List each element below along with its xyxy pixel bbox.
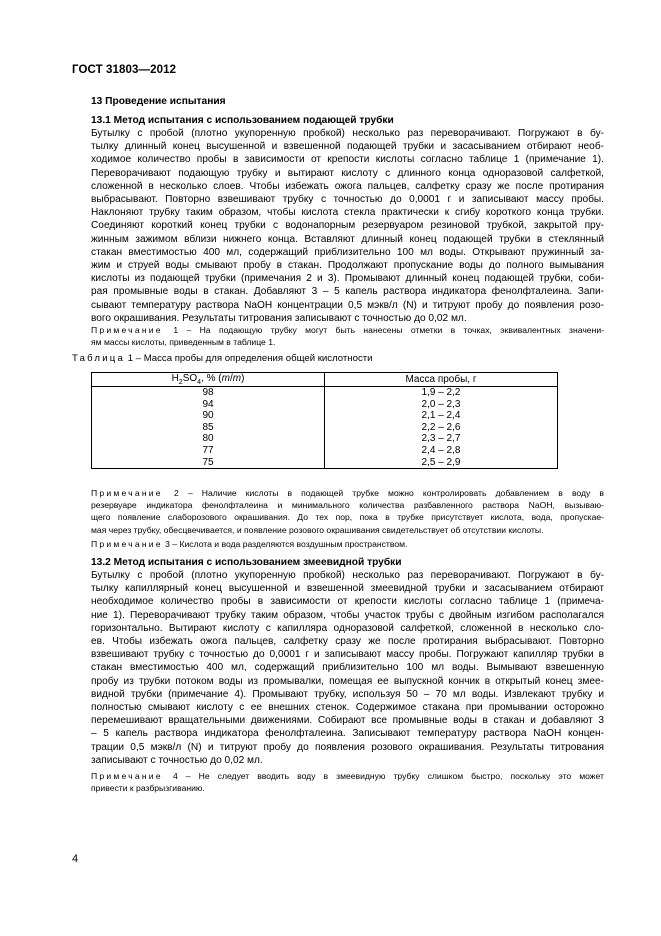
note-label: Примечание bbox=[91, 771, 173, 781]
note-line: щего появление слаборозового окрашивания. До тех пор, пока в трубке присутствует кислота, вода, пропускае- bbox=[91, 512, 604, 523]
text-line: ходимое количество пробы в зависимости от крепости кислоты согласно таблице 1 (примечание 1). bbox=[91, 154, 604, 166]
text-line: ев. Чтобы избежать ожога пальцев, салфетку сразу же после протирания выбрасывают. Повторно bbox=[91, 636, 604, 648]
note-2 bbox=[91, 487, 604, 536]
table-row bbox=[92, 422, 558, 434]
text-line: сложенной в несколько слоев. Чтобы избежать ожога пальцев, салфетку сразу же после протирания bbox=[91, 180, 604, 192]
document-header: ГОСТ 31803—2012 bbox=[72, 64, 177, 76]
note-line: резервуаре индикатора фенолфталеина и минимального количества разбавленного раствора NaOH, вызываю- bbox=[91, 500, 604, 511]
section-13-2-title: 13.2 Метод испытания с использованием змеевидной трубки bbox=[91, 557, 402, 568]
text-line: – 5 капель раствора индикатора фенолфталеина. Записывают температуру раствора NaOH концен- bbox=[91, 728, 604, 740]
text-line: Соединяют короткий конец трубки с водонапорным резервуаром резиновой трубкой, закрытой пру- bbox=[91, 220, 604, 232]
acid-percent-cell: 98 bbox=[92, 387, 325, 399]
sample-mass-cell: 1,9 – 2,2 bbox=[325, 387, 558, 399]
table-caption-label: Таблица bbox=[72, 353, 126, 364]
sample-mass-cell: 2,4 – 2,8 bbox=[325, 445, 558, 457]
sample-mass-cell: 2,1 – 2,4 bbox=[325, 410, 558, 422]
text-line: горизонтально. Вытирают кислоту с капилляра одноразовой салфеткой, сложенной в несколько сло- bbox=[91, 622, 604, 634]
text-line: Бутылку с пробой (плотно укупоренную пробкой) несколько раз переворачивают. Погружают в бу- bbox=[91, 570, 604, 581]
text-line: рая промывные воды в стакан. Добавляют 3 – 5 капель раствора индикатора фенолфталеина. Запи- bbox=[91, 286, 604, 298]
text-line: вого окрашивания. Результаты титрования записывают с точностью до 0,02 мл. bbox=[91, 312, 467, 324]
table-row bbox=[92, 399, 558, 411]
table-row bbox=[92, 410, 558, 422]
table-caption-text: 1 – Масса пробы для определения общей кислотности bbox=[127, 353, 373, 364]
acid-percent-cell: 80 bbox=[92, 433, 325, 445]
note-1 bbox=[91, 324, 604, 348]
note-label: Примечание bbox=[91, 488, 175, 498]
text-line: жим и струей воды смывают пробу в стакан. Продолжают пропускание воды до полного вымывания bbox=[91, 260, 604, 272]
text-line: записывают с точностью до 0,02 мл. bbox=[91, 754, 263, 766]
acid-percent-cell: 85 bbox=[92, 422, 325, 434]
section-13-2-body bbox=[91, 569, 604, 767]
sample-mass-cell: 2,5 – 2,9 bbox=[325, 457, 558, 469]
note-4 bbox=[91, 770, 604, 794]
note-label: Примечание bbox=[91, 325, 174, 335]
text-line: тылку капиллярный конец высушенной и взвешенной змеевидной трубки и засасыванием отбирают bbox=[91, 583, 604, 595]
table-row bbox=[92, 387, 558, 399]
text-line: жинным зажимом вблизи нижнего конца. Вставляют длинный конец подающей трубки в стеклянный bbox=[91, 233, 604, 245]
note-3-text: 3 – Кислота и вода разделяются воздушным пространством. bbox=[165, 539, 408, 549]
note-line: мая через трубку, обесцвечивается, и появление розового окрашивания свидетельствует об отсутствии кислоты. bbox=[91, 524, 544, 535]
text-line: необходимое количество пробы в зависимости от крепости кислоты согласно таблице 1 (примеча- bbox=[91, 596, 604, 608]
table-header-acid: $H_2SO_4$, % (m/m) bbox=[92, 373, 325, 387]
text-line: перемешивают вращательными движениями. Собирают все промывные воды в стакан и добавляют 3 bbox=[91, 715, 604, 727]
text-line: стакан вместимостью 400 мл, содержащий приблизительно 100 мл воды. Вымывают взвешенную bbox=[91, 662, 604, 674]
note-3-label: Примечание bbox=[91, 539, 163, 549]
acid-percent-cell: 77 bbox=[92, 445, 325, 457]
text-line: кислоты из подающей трубки (примечания 2 и 3). Промывают длинный конец подающей трубки, соби- bbox=[91, 273, 604, 285]
section-13-1-title: 13.1 Метод испытания с использованием подающей трубки bbox=[91, 115, 394, 126]
text-line: стакан вместимостью 400 мл, содержащий приблизительно 100 мл воды. Открывают пружинный за- bbox=[91, 246, 604, 258]
note-line: Примечание 4 – Не следует вводить воду в змеевидную трубку слишком быстро, поскольку это может bbox=[91, 771, 604, 781]
acid-percent-cell: 75 bbox=[92, 457, 325, 469]
table-header-mass: Масса пробы, г bbox=[325, 373, 558, 387]
section-13-title: 13 Проведение испытания bbox=[91, 96, 226, 107]
table-row bbox=[92, 433, 558, 445]
text-line: Наклоняют трубку таким образом, чтобы кислота стекла практически к сгибу короткого конца трубки. bbox=[91, 207, 604, 219]
text-line: ние 1). Переворачивают трубку таким образом, чтобы участок трубы с двойным изгибом располагался bbox=[91, 609, 604, 621]
text-line: видной трубки (примечание 4). Промывают трубку, используя 50 – 70 мл воды. Извлекают трубку и bbox=[91, 688, 604, 700]
text-line: сывают температуру раствора NaOH концентрации 0,5 мэкв/л (N) и титруют пробу до появления розо- bbox=[91, 299, 604, 311]
text-line: Бутылку с пробой (плотно укупоренную пробкой) несколько раз переворачивают. Погружают в бу- bbox=[91, 128, 604, 139]
table-1-caption bbox=[72, 353, 373, 364]
text-line: тылку длинный конец высушенной и взвешенной подающей трубки и засасыванием отбирают необ- bbox=[91, 141, 604, 153]
text-line: трации 0,5 мэкв/л (N) и титруют пробу до появления розового окрашивания. Результаты титрования bbox=[91, 741, 604, 753]
sample-mass-cell: 2,3 – 2,7 bbox=[325, 433, 558, 445]
section-13-1-body bbox=[91, 127, 604, 325]
table-1 bbox=[91, 372, 558, 469]
table-row bbox=[92, 457, 558, 469]
acid-percent-cell: 94 bbox=[92, 399, 325, 411]
text-line: Переворачивают подающую трубку и вытирают кислоту с длинного конца одноразовой салфеткой, bbox=[91, 167, 604, 179]
note-3 bbox=[91, 538, 604, 550]
sample-mass-cell: 2,0 – 2,3 bbox=[325, 399, 558, 411]
note-line: ям массы кислоты, приведенным в таблице 1. bbox=[91, 337, 276, 348]
text-line: выбрасывают. Повторно взвешивают трубку с точностью до 0,0001 г и записывают массу пробы. bbox=[91, 194, 604, 206]
page-number: 4 bbox=[72, 853, 79, 865]
text-line: полностью смывают кислоту с ее внешних стенок. Содержимое стакана при промывании осторожно bbox=[91, 702, 604, 714]
note-line: Примечание 2 – Наличие кислоты в подающей трубке можно контролировать добавлением в воду в bbox=[91, 488, 604, 498]
text-line: пробу из трубки потоком воды из промывалки, помещая ее выпускной кончик в открытый конец змее- bbox=[91, 675, 604, 687]
acid-percent-cell: 90 bbox=[92, 410, 325, 422]
note-line: привести к разбрызгиванию. bbox=[91, 783, 205, 794]
note-line: Примечание 1 – На подающую трубку могут быть нанесены отметки в точках, эквивалентных значени- bbox=[91, 325, 604, 335]
sample-mass-cell: 2,2 – 2,6 bbox=[325, 422, 558, 434]
text-line: взвешивают трубку с точностью до 0,0001 г и записывают массу пробы. Погружают капилляр трубки в bbox=[91, 649, 604, 661]
table-row bbox=[92, 445, 558, 457]
